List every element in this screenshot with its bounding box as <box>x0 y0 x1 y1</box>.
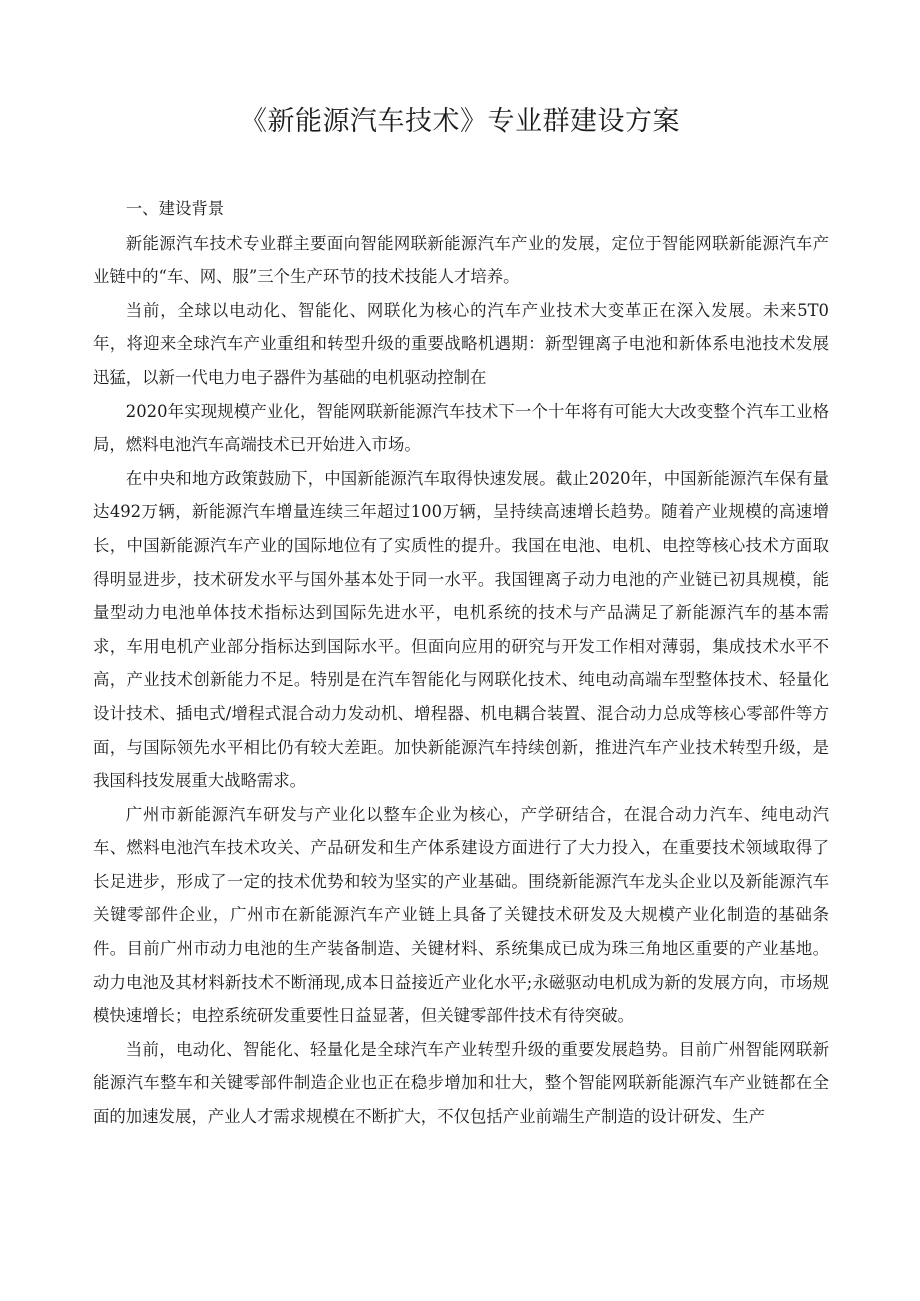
document-title: 《新能源汽车技术》专业群建设方案 <box>240 106 680 137</box>
document-body <box>93 192 829 1134</box>
paragraph: 广州市新能源汽车研发与产业化以整车企业为核心，产学研结合，在混合动力汽车、纯电动汽车、燃料电池汽车技术攻关、产品研发和生产体系建设方面进行了大力投入，在重要技术领域取得了长足进步，形成了一定的技术优势和较为坚实的产业基础。围绕新能源汽车龙头企业以及新能源汽车关键零部件企业，广州市在新能源汽车产业链上具备了关键技术研发及大规模产业化制造的基础条件。目前广州市动力电池的生产装备制造、关键材料、系统集成已成为珠三角地区重要的产业基地。动力电池及其材料新技术不断涌现,成本日益接近产业化水平;永磁驱动电机成为新的发展方向，市场规模快速增长；电控系统研发重要性日益显著，但关键零部件技术有待突破。 <box>93 804 829 1026</box>
paragraph: 新能源汽车技术专业群主要面向智能网联新能源汽车产业的发展，定位于智能网联新能源汽车产业链中的“车、网、服”三个生产环节的技术技能人才培养。 <box>93 233 829 287</box>
section-heading: 一、建设背景 <box>125 199 225 218</box>
paragraph: 当前，电动化、智能化、轻量化是全球汽车产业转型升级的重要发展趋势。目前广州智能网联新能源汽车整车和关键零部件制造企业也正在稳步增加和壮大，整个智能网联新能源汽车产业链都在全面的加速发展，产业人才需求规模在不断扩大，不仅包括产业前端生产制造的设计研发、生产 <box>93 1039 829 1127</box>
paragraph: 在中央和地方政策鼓励下，中国新能源汽车取得快速发展。截止2020年，中国新能源汽车保有量达492万辆，新能源汽车增量连续三年超过100万辆，呈持续高速增长趋势。随着产业规模的高速增长，中国新能源汽车产业的国际地位有了实质性的提升。我国在电池、电机、电控等核心技术方面取得明显进步，技术研发水平与国外基本处于同一水平。我国锂离子动力电池的产业链已初具规模，能量型动力电池单体技术指标达到国际先进水平，电机系统的技术与产品满足了新能源汽车的基本需求，车用电机产业部分指标达到国际水平。但面向应用的研究与开发工作相对薄弱，集成技术水平不高，产业技术创新能力不足。特别是在汽车智能化与网联化技术、纯电动高端车型整体技术、轻量化设计技术、插电式/增程式混合动力发动机、增程器、机电耦合装置、混合动力总成等核心零部件等方面，与国际领先水平相比仍有较大差距。加快新能源汽车持续创新，推进汽车产业技术转型升级，是我国科技发展重大战略需求。 <box>93 468 829 791</box>
paragraph: 当前，全球以电动化、智能化、网联化为核心的汽车产业技术大变革正在深入发展。未来5T0年，将迎来全球汽车产业重组和转型升级的重要战略机遇期：新型锂离子电池和新体系电池技术发展迅猛，以新一代电力电子器件为基础的电机驱动控制在 <box>93 300 829 387</box>
paragraph: 2020年实现规模产业化，智能网联新能源汽车技术下一个十年将有可能大大改变整个汽车工业格局，燃料电池汽车高端技术已开始进入市场。 <box>93 401 829 455</box>
